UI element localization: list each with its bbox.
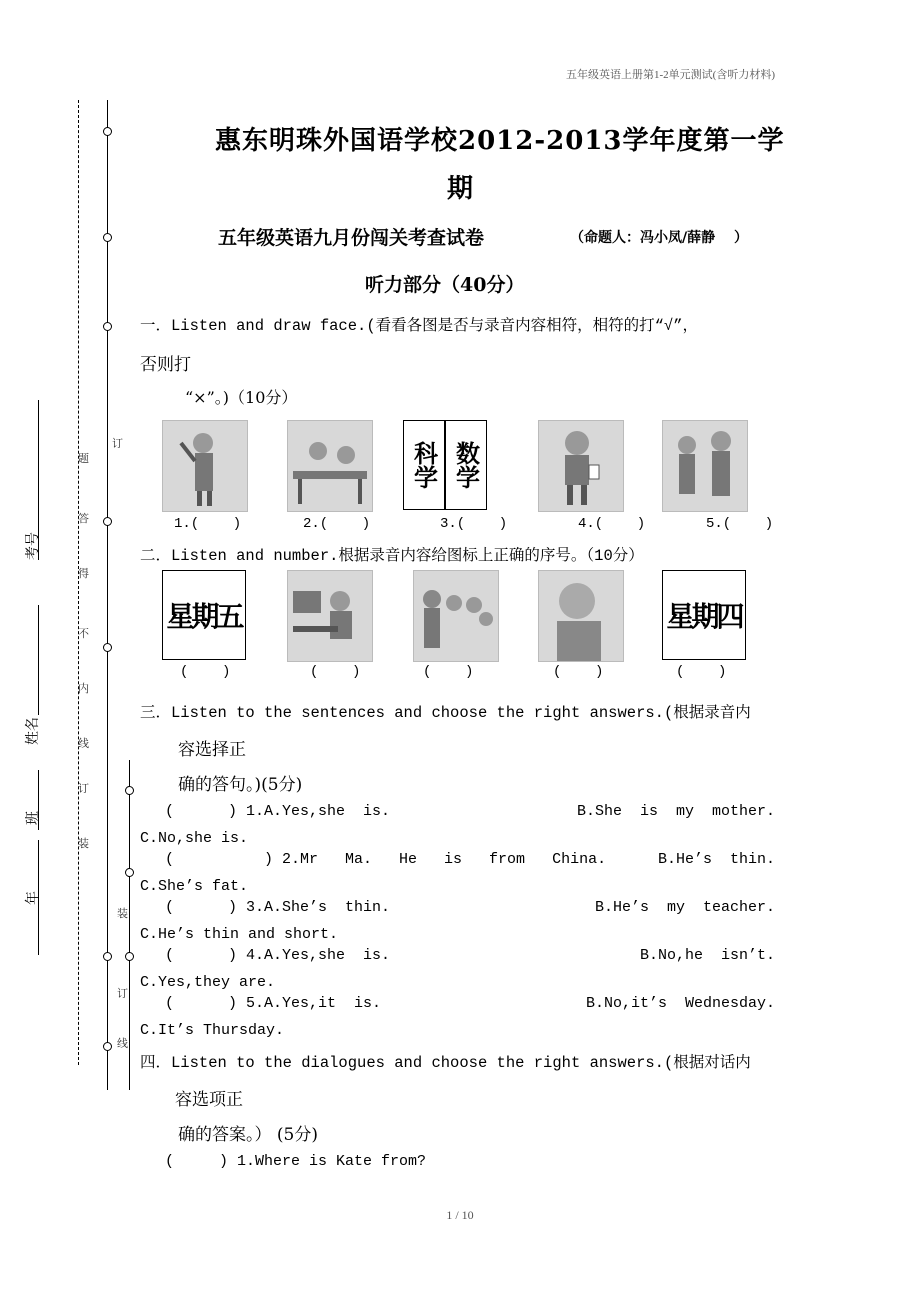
answer-blank[interactable]: 5.( ) xyxy=(706,516,774,532)
section4-question: ( ) 1.Where is Kate from? xyxy=(165,1153,427,1170)
thursday-card: 星期四 xyxy=(662,570,746,660)
man-portrait-picture xyxy=(538,570,624,662)
section1-instruction: 一．Listen and draw face.(看看各图是否与录音内容相符，相符的打“√”， xyxy=(140,317,699,335)
answer-blank[interactable]: 2.( ) xyxy=(303,516,371,532)
inner-binding-line xyxy=(129,760,130,1090)
nian-underline-lower xyxy=(38,910,40,955)
school-title-continuation: 期 xyxy=(447,174,474,204)
question-option-a: ( ) 4.A.Yes,she is. xyxy=(165,947,391,964)
binding-hole xyxy=(125,952,134,961)
question-option-c: C.He’s thin and short. xyxy=(140,926,339,943)
binding-char: 线 xyxy=(117,1037,128,1050)
section2-instruction: 二．Listen and number.根据录音内容给图标上正确的序号。（10分） xyxy=(140,547,644,565)
section3-instruction: 三．Listen to the sentences and choose the right answers.(根据录音内 xyxy=(140,704,751,722)
question-option-a: ( ) 2.Mr Ma. He is from China. xyxy=(165,851,607,868)
science-book: 科学 xyxy=(403,420,445,510)
binding-char: 内 xyxy=(78,682,89,695)
binding-char: 线 xyxy=(78,737,89,750)
binding-hole xyxy=(125,786,134,795)
section4-instruction-cont: 确的答案。） (5分) xyxy=(178,1125,318,1145)
classroom-picture xyxy=(287,420,373,512)
section3-instruction-cont: 确的答句。)(5分) xyxy=(178,775,303,795)
outer-dashed-line xyxy=(78,100,79,1065)
question-option-b: B.He’s thin. xyxy=(657,851,775,868)
question-option-a: ( ) 1.A.Yes,she is. xyxy=(165,803,391,820)
section3-instruction-cont: 容选择正 xyxy=(178,740,246,760)
xingming-label: 姓名 xyxy=(25,717,41,745)
section1-instruction-cont: 否则打 xyxy=(140,355,191,375)
binding-char: 订 xyxy=(78,782,89,795)
kaohao-label: 考号 xyxy=(25,532,41,560)
binding-char: 订 xyxy=(117,987,128,1000)
question-option-b: B.No,he isn’t. xyxy=(639,947,775,964)
binding-char: 装 xyxy=(117,907,128,920)
question-option-c: C.She’s fat. xyxy=(140,878,249,895)
school-title: 惠东明珠外国语学校2012-2013学年度第一学 xyxy=(215,126,785,156)
page-number: 1 / 10 xyxy=(446,1208,474,1222)
question-option-c: C.No,she is. xyxy=(140,830,249,847)
answer-blank[interactable]: 1.( ) xyxy=(174,516,242,532)
man-walking-picture xyxy=(538,420,624,512)
binding-hole xyxy=(103,233,112,242)
ban-label: 班 xyxy=(25,811,41,825)
question-option-b: B.He’s my teacher. xyxy=(594,899,775,916)
binding-char: 得 xyxy=(78,567,89,580)
teacher-picture xyxy=(162,420,248,512)
question-option-c: C.It’s Thursday. xyxy=(140,1022,285,1039)
binding-hole xyxy=(103,1042,112,1051)
running-header: 五年级英语上册第1-2单元测试(含听力材料) xyxy=(566,69,775,81)
two-people-picture xyxy=(662,420,748,512)
answer-blank[interactable]: 4.( ) xyxy=(578,516,646,532)
answer-blank[interactable]: ( ) xyxy=(180,664,231,680)
binding-char: 答 xyxy=(78,512,89,525)
answer-blank[interactable]: 3.( ) xyxy=(440,516,508,532)
exam-subtitle: 五年级英语九月份闯关考查试卷 xyxy=(218,227,485,249)
answer-blank[interactable]: ( ) xyxy=(310,664,361,680)
binding-char: 不 xyxy=(78,627,89,640)
students-class-picture xyxy=(413,570,499,662)
binding-char: 题 xyxy=(78,452,89,465)
answer-blank[interactable]: ( ) xyxy=(676,664,727,680)
woman-at-computer-picture xyxy=(287,570,373,662)
answer-blank[interactable]: ( ) xyxy=(553,664,604,680)
binding-hole xyxy=(125,868,134,877)
math-book: 数学 xyxy=(445,420,487,510)
binding-hole xyxy=(103,127,112,136)
binding-hole xyxy=(103,322,112,331)
xingming-underline xyxy=(38,605,40,715)
binding-char: 订 xyxy=(112,437,123,450)
subject-book-picture xyxy=(403,420,487,510)
middle-binding-line xyxy=(107,100,108,1090)
question-option-a: ( ) 3.A.She’s thin. xyxy=(165,899,391,916)
friday-card: 星期五 xyxy=(162,570,246,660)
exam-setter: （命题人：冯小凤/薛静 ） xyxy=(570,230,748,246)
binding-hole xyxy=(103,643,112,652)
nian-label: 年 xyxy=(25,891,41,905)
listening-heading: 听力部分（40分） xyxy=(365,274,525,296)
section1-instruction-cont: “×”。)（10分） xyxy=(185,388,298,407)
binding-hole xyxy=(103,952,112,961)
question-option-a: ( ) 5.A.Yes,it is. xyxy=(165,995,382,1012)
question-option-b: B.No,it’s Wednesday. xyxy=(585,995,775,1012)
question-option-b: B.She is my mother. xyxy=(576,803,775,820)
section4-instruction: 四．Listen to the dialogues and choose the right answers.(根据对话内 xyxy=(140,1054,751,1072)
binding-hole xyxy=(103,517,112,526)
answer-blank[interactable]: ( ) xyxy=(423,664,474,680)
section4-instruction-cont: 容选项正 xyxy=(175,1090,243,1110)
binding-char: 装 xyxy=(78,837,89,850)
question-option-c: C.Yes,they are. xyxy=(140,974,276,991)
